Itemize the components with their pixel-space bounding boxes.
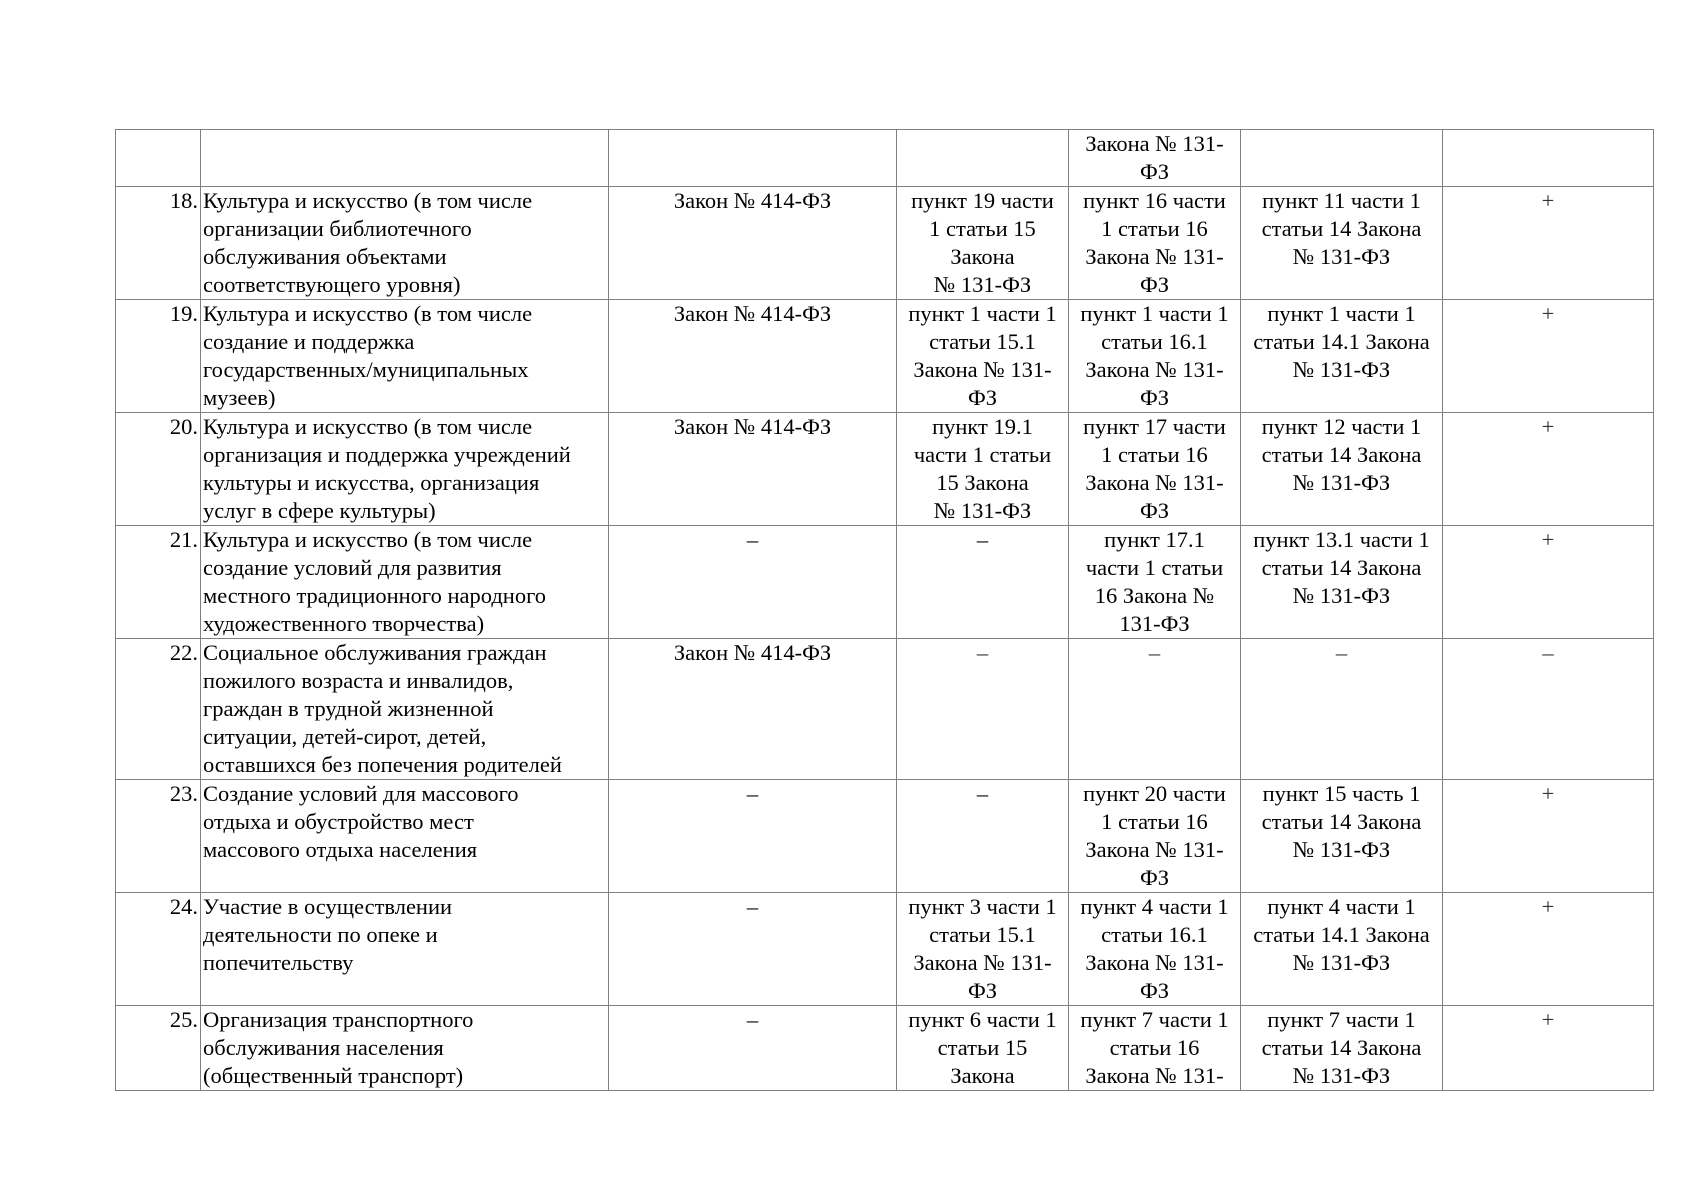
applicability-mark: +	[1443, 187, 1654, 300]
law-414-ref: –	[609, 893, 897, 1006]
row-number: 24.	[116, 893, 201, 1006]
article-15-ref: пункт 19.1 части 1 статьи 15 Закона № 131-ФЗ	[897, 413, 1069, 526]
law-414-ref: –	[609, 1006, 897, 1091]
article-16-ref: пункт 17 части 1 статьи 16 Закона № 131- ФЗ	[1069, 413, 1241, 526]
law-414-ref	[609, 130, 897, 187]
table-row	[116, 187, 1654, 300]
article-14-ref: пункт 11 части 1 статьи 14 Закона № 131-ФЗ	[1241, 187, 1443, 300]
row-number: 25.	[116, 1006, 201, 1091]
power-name: Создание условий для массового отдыха и обустройство мест массового отдыха населения	[201, 780, 609, 893]
table-row	[116, 1006, 1654, 1091]
row-number: 18.	[116, 187, 201, 300]
article-15-ref: пункт 3 части 1 статьи 15.1 Закона № 131- ФЗ	[897, 893, 1069, 1006]
power-name: Культура и искусство (в том числе организации библиотечного обслуживания объектами соответствующего уровня)	[201, 187, 609, 300]
law-414-ref: Закон № 414-ФЗ	[609, 413, 897, 526]
law-414-ref: –	[609, 780, 897, 893]
article-15-ref: пункт 6 части 1 статьи 15 Закона	[897, 1006, 1069, 1091]
applicability-mark: +	[1443, 526, 1654, 639]
article-14-ref: пункт 1 части 1 статьи 14.1 Закона № 131-ФЗ	[1241, 300, 1443, 413]
applicability-mark: +	[1443, 780, 1654, 893]
row-number: 20.	[116, 413, 201, 526]
article-16-ref: –	[1069, 639, 1241, 780]
article-16-ref: пункт 20 части 1 статьи 16 Закона № 131- ФЗ	[1069, 780, 1241, 893]
article-15-ref: –	[897, 526, 1069, 639]
applicability-mark: +	[1443, 1006, 1654, 1091]
power-name	[201, 130, 609, 187]
article-14-ref: пункт 13.1 части 1 статьи 14 Закона № 131-ФЗ	[1241, 526, 1443, 639]
power-name: Культура и искусство (в том числе организация и поддержка учреждений культуры и искусства, организация услуг в сфере культуры)	[201, 413, 609, 526]
article-14-ref: пункт 4 части 1 статьи 14.1 Закона № 131-ФЗ	[1241, 893, 1443, 1006]
row-number	[116, 130, 201, 187]
article-16-ref: пункт 16 части 1 статьи 16 Закона № 131- ФЗ	[1069, 187, 1241, 300]
article-16-ref: пункт 7 части 1 статьи 16 Закона № 131-	[1069, 1006, 1241, 1091]
law-414-ref: –	[609, 526, 897, 639]
row-number: 21.	[116, 526, 201, 639]
law-414-ref: Закон № 414-ФЗ	[609, 300, 897, 413]
article-15-ref: –	[897, 780, 1069, 893]
applicability-mark: –	[1443, 639, 1654, 780]
article-14-ref: –	[1241, 639, 1443, 780]
article-14-ref: пункт 12 части 1 статьи 14 Закона № 131-ФЗ	[1241, 413, 1443, 526]
powers-table	[115, 129, 1654, 1091]
power-name: Культура и искусство (в том числе создание условий для развития местного традиционного народного художественного творчества)	[201, 526, 609, 639]
article-16-ref: пункт 4 части 1 статьи 16.1 Закона № 131- ФЗ	[1069, 893, 1241, 1006]
applicability-mark: +	[1443, 893, 1654, 1006]
power-name: Организация транспортного обслуживания населения (общественный транспорт)	[201, 1006, 609, 1091]
power-name: Участие в осуществлении деятельности по опеке и попечительству	[201, 893, 609, 1006]
article-14-ref: пункт 7 части 1 статьи 14 Закона № 131-ФЗ	[1241, 1006, 1443, 1091]
power-name: Культура и искусство (в том числе создание и поддержка государственных/муниципальных музеев)	[201, 300, 609, 413]
table-row	[116, 780, 1654, 893]
table-row	[116, 130, 1654, 187]
row-number: 19.	[116, 300, 201, 413]
article-15-ref: –	[897, 639, 1069, 780]
applicability-mark	[1443, 130, 1654, 187]
table-row	[116, 639, 1654, 780]
row-number: 23.	[116, 780, 201, 893]
article-16-ref: пункт 17.1 части 1 статьи 16 Закона № 131-ФЗ	[1069, 526, 1241, 639]
table-row	[116, 526, 1654, 639]
article-16-ref: Закона № 131- ФЗ	[1069, 130, 1241, 187]
article-15-ref	[897, 130, 1069, 187]
power-name: Социальное обслуживания граждан пожилого возраста и инвалидов, граждан в трудной жизненной ситуации, детей-сирот, детей, оставшихся без попечения родителей	[201, 639, 609, 780]
table-row	[116, 893, 1654, 1006]
article-16-ref: пункт 1 части 1 статьи 16.1 Закона № 131- ФЗ	[1069, 300, 1241, 413]
applicability-mark: +	[1443, 413, 1654, 526]
article-14-ref: пункт 15 часть 1 статьи 14 Закона № 131-ФЗ	[1241, 780, 1443, 893]
article-15-ref: пункт 1 части 1 статьи 15.1 Закона № 131- ФЗ	[897, 300, 1069, 413]
law-414-ref: Закон № 414-ФЗ	[609, 187, 897, 300]
table-row	[116, 413, 1654, 526]
article-15-ref: пункт 19 части 1 статьи 15 Закона № 131-ФЗ	[897, 187, 1069, 300]
table-row	[116, 300, 1654, 413]
law-414-ref: Закон № 414-ФЗ	[609, 639, 897, 780]
applicability-mark: +	[1443, 300, 1654, 413]
article-14-ref	[1241, 130, 1443, 187]
row-number: 22.	[116, 639, 201, 780]
